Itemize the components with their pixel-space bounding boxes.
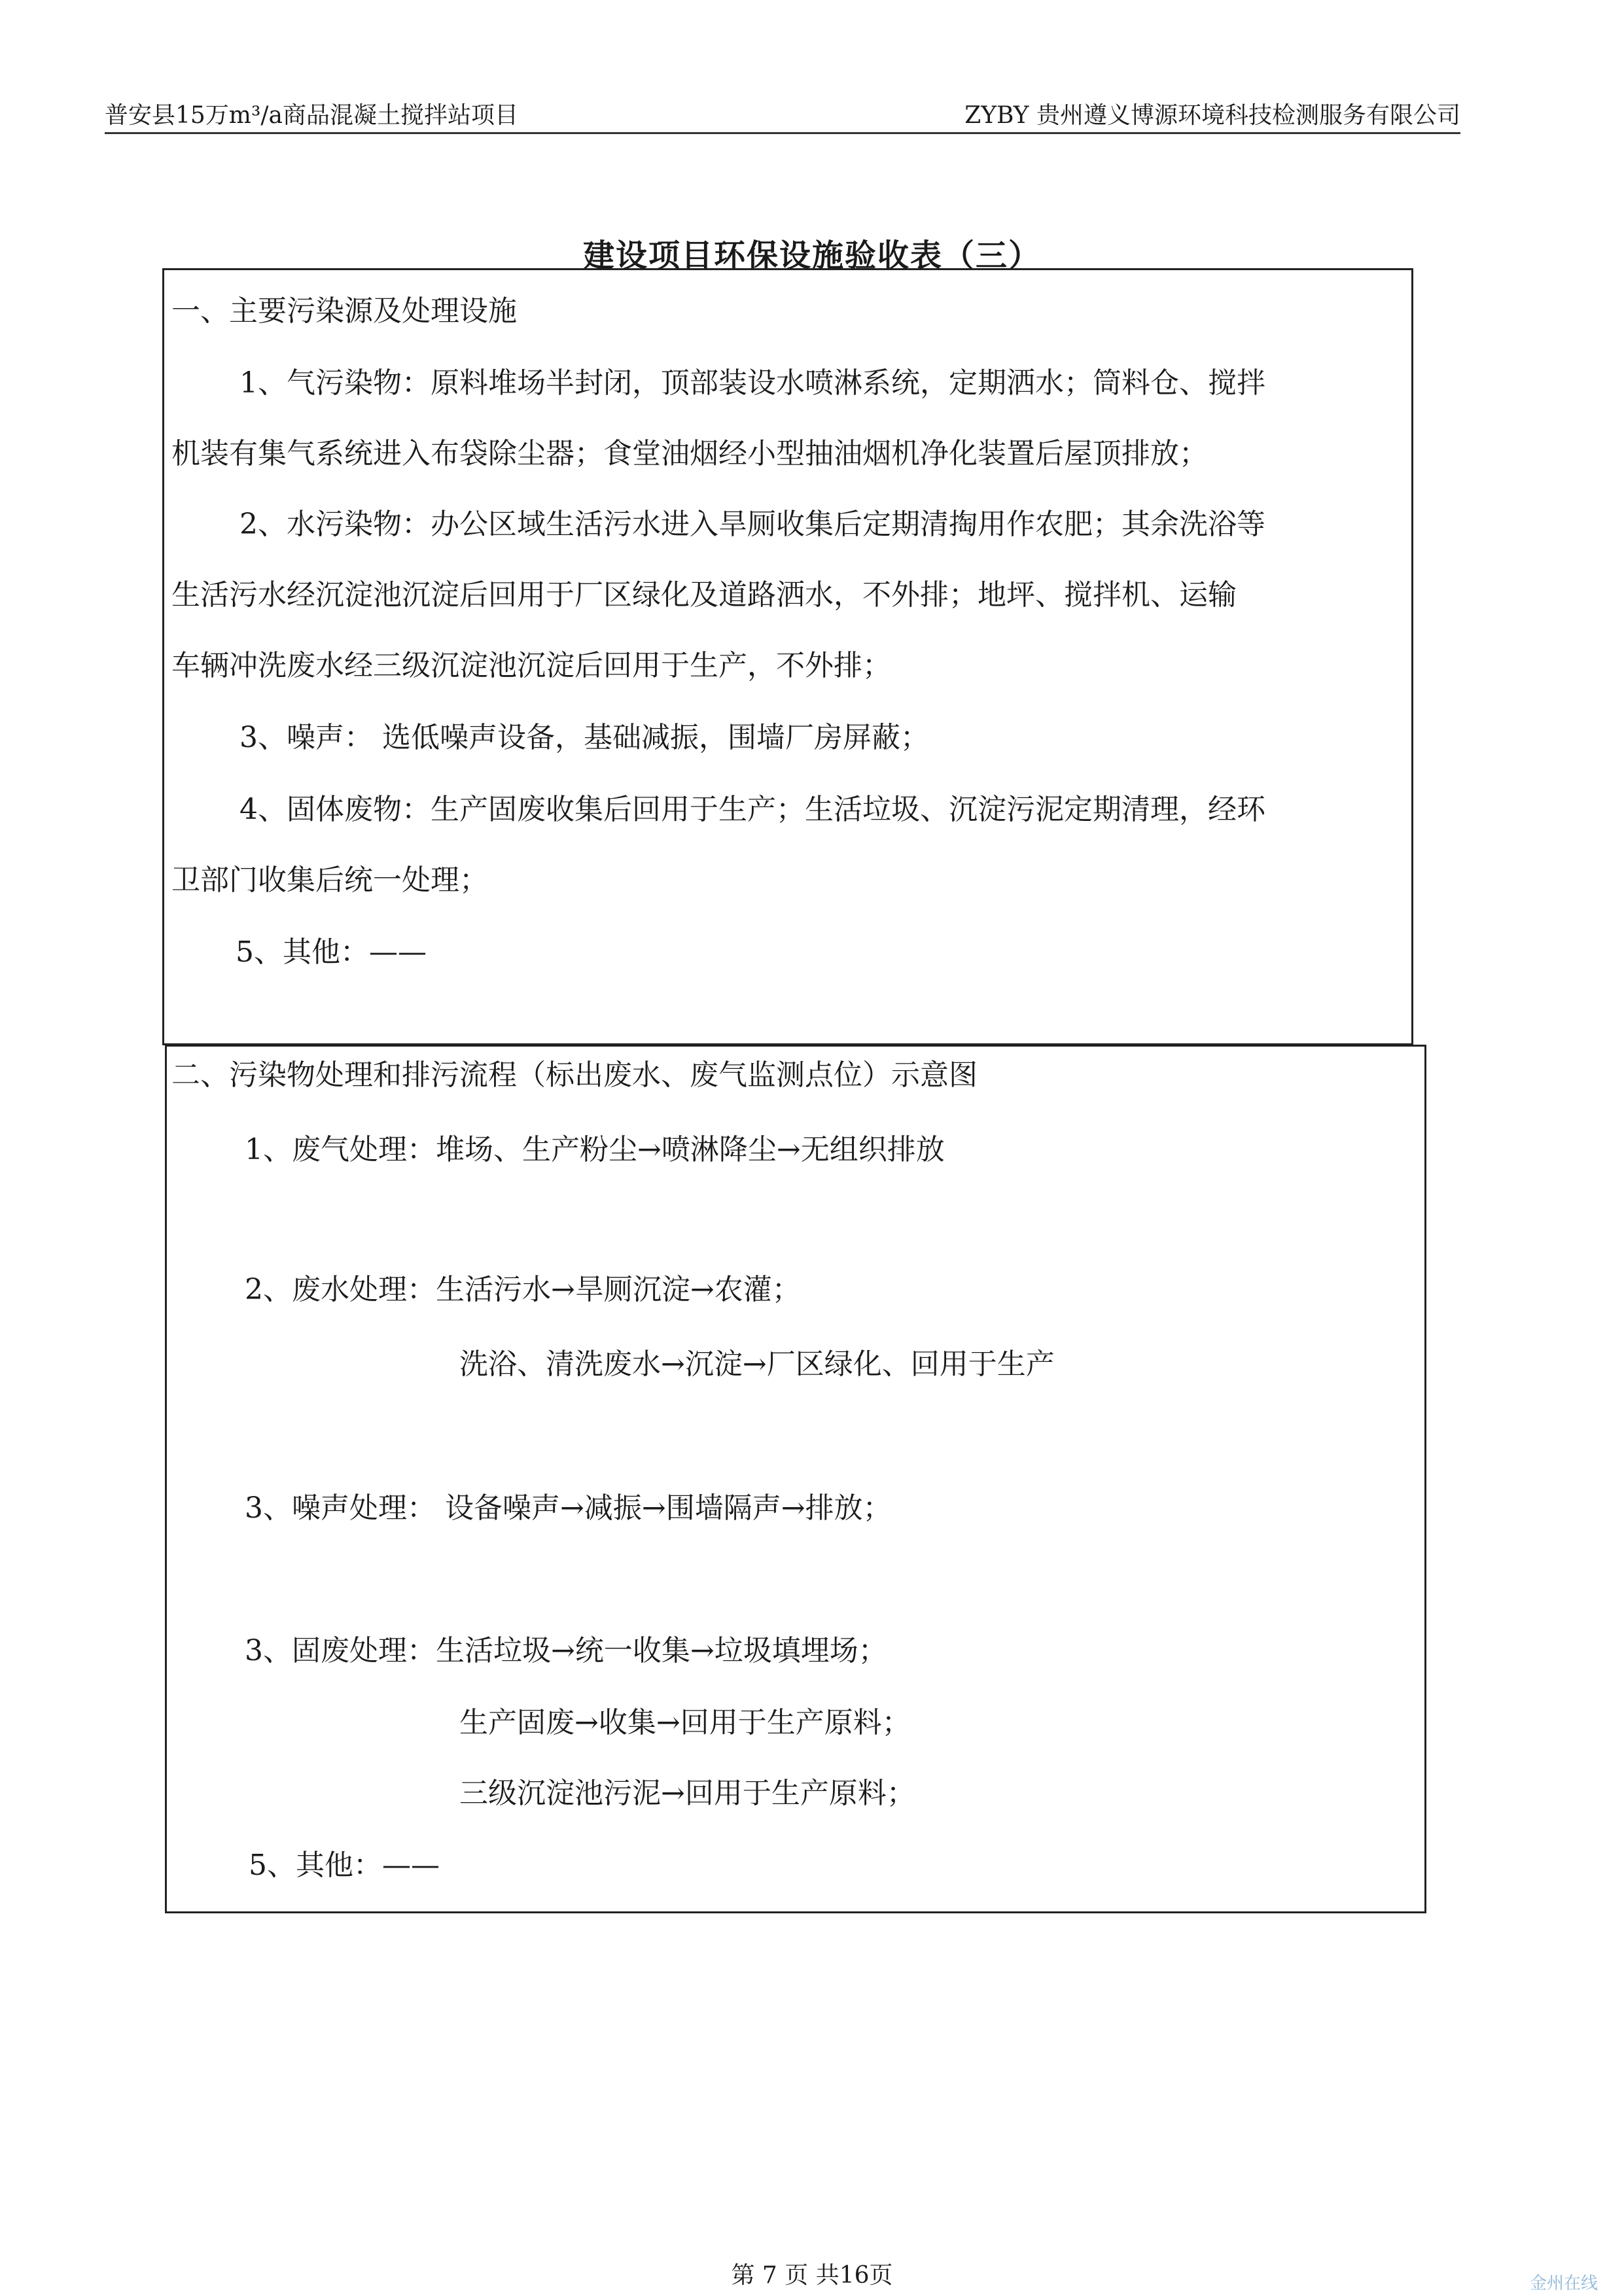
section1-line: 3、噪声： 选低噪声设备，基础减振，围墙厂房屏蔽； bbox=[239, 721, 929, 754]
section2-line: 生产固废→收集→回用于生产原料； bbox=[459, 1706, 911, 1739]
watermark-logo: 金州在线 bbox=[1529, 2274, 1598, 2293]
section1-heading: 一、主要污染源及处理设施 bbox=[171, 294, 517, 328]
section2-line: 三级沉淀池污泥→回用于生产原料； bbox=[459, 1777, 915, 1810]
section2-line: 2、废水处理：生活污水→旱厕沉淀→农灌； bbox=[245, 1273, 801, 1306]
section1-line: 生活污水经沉淀池沉淀后回用于厂区绿化及道路洒水，不外排；地坪、搅拌机、运输 bbox=[171, 578, 1237, 612]
section1-line: 5、其他：—— bbox=[236, 935, 427, 969]
section2-line: 洗浴、清洗废水→沉淀→厂区绿化、回用于生产 bbox=[459, 1348, 1055, 1381]
header-project-name: 普安县15万m³/a商品混凝土搅拌站项目 bbox=[105, 102, 518, 129]
section1-line: 车辆冲洗废水经三级沉淀池沉淀后回用于生产，不外排； bbox=[171, 649, 891, 682]
header-company-name: ZYBY 贵州遵义博源环境科技检测服务有限公司 bbox=[964, 102, 1460, 129]
section1-line: 2、水污染物：办公区域生活污水进入旱厕收集后定期清掏用作农肥；其余洗浴等 bbox=[239, 508, 1265, 541]
section2-heading: 二、污染物处理和排污流程（标出废水、废气监测点位）示意图 bbox=[171, 1058, 978, 1092]
section2-line: 1、废气处理：堆场、生产粉尘→喷淋降尘→无组织排放 bbox=[245, 1133, 945, 1166]
section2-line: 5、其他：—— bbox=[249, 1849, 440, 1882]
section2-line: 3、噪声处理： 设备噪声→减振→围墙隔声→排放； bbox=[245, 1491, 892, 1525]
section1-line: 1、气污染物：原料堆场半封闭，顶部装设水喷淋系统，定期洒水；筒料仓、搅拌 bbox=[239, 366, 1265, 400]
section2-line: 3、固废处理：生活垃圾→统一收集→垃圾填埋场； bbox=[245, 1634, 887, 1667]
section1-line: 卫部门收集后统一处理； bbox=[171, 863, 488, 897]
page-number-footer: 第 7 页 共16页 bbox=[731, 2262, 893, 2289]
section1-line: 4、固体废物：生产固废收集后回用于生产；生活垃圾、沉淀污泥定期清理，经环 bbox=[239, 793, 1265, 826]
section1-line: 机装有集气系统进入布袋除尘器；食堂油烟经小型抽油烟机净化装置后屋顶排放； bbox=[171, 437, 1208, 470]
document-title: 建设项目环保设施验收表（三） bbox=[582, 237, 1041, 274]
header-divider bbox=[105, 132, 1460, 134]
